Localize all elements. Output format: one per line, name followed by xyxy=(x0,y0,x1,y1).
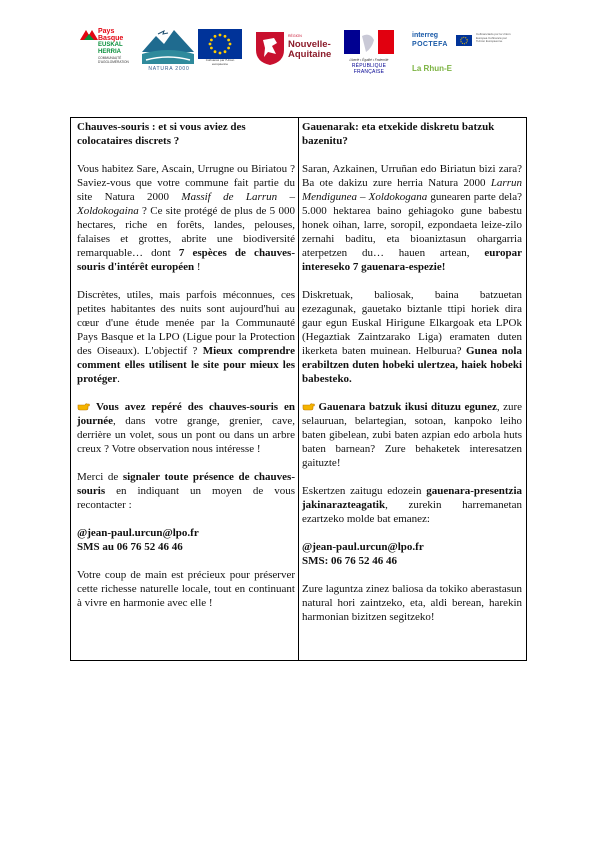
eu-caption: Cofinancé par l'Union européenne xyxy=(205,58,235,66)
eu-paragraph-1 xyxy=(302,162,522,274)
fr-p4-text: Merci de xyxy=(77,471,123,483)
eu-species-count: europar intereseko 7 gauenara-espezie! xyxy=(302,247,522,273)
fr-p1-text: Vous habitez Sare, Ascain, Urrugne ou Biriatou ? Saviez-vous que votre commune fait partie du site Natura 2000 xyxy=(77,163,295,203)
fr-p3-text: , dans votre grange, grenier, cave, derrière un volet, sous un pont ou dans un arbre creux ? Votre observation nous intéresse ! xyxy=(77,415,295,455)
natura-label: NATURA 2000 xyxy=(148,66,190,72)
fr-site-name: Massif de Larrun – Xoldokogaina xyxy=(77,191,295,217)
pointing-hand-icon xyxy=(302,401,315,411)
fr-contact xyxy=(77,526,295,554)
eu-flag-logo xyxy=(198,29,242,67)
bilingual-table xyxy=(70,117,527,661)
fr-spotted: Vous avez repéré des chauves-souris en journée xyxy=(77,401,295,427)
pb-sub: COMMUNAUTÉ D'AGGLOMÉRATION xyxy=(98,56,129,64)
eu-email[interactable]: @jean-paul.urcun@lpo.fr xyxy=(302,541,424,553)
eu-p3-text: , zure selauruan, belartegian, sotoan, kanpoko leiho baten gibelean, zubi baten azpian edo arbola huts baten barnean? Zure behaketek interesatzen gaituzte! xyxy=(302,401,523,469)
interreg-fund: Cofinanciado por la Unión Europea Cofinancé par l'Union Européenne xyxy=(476,32,511,44)
eu-p1-text: Saran, Azkainen, Urruñan edo Biriatun bizi zara? Ba ote dakizu zure herria Natura 2000 xyxy=(302,163,522,189)
fr-species-count: 7 espèces de chauves-souris d'intérêt européen xyxy=(77,247,295,273)
fr-paragraph-5: Votre coup de main est précieux pour préserver cette richesse naturelle locale, tout en continuant à vivre en harmonie avec elle ! xyxy=(77,569,295,609)
eu-paragraph-3 xyxy=(302,400,522,470)
fr-title: Chauves-souris : et si vous aviez des colocataires discrets ? xyxy=(77,121,246,147)
na-sup: RÉGION xyxy=(288,34,302,38)
pays-basque-mark-icon xyxy=(80,30,98,40)
pb-line2: Basque xyxy=(98,35,124,42)
fr-p2-end: . xyxy=(117,373,120,385)
basque-column xyxy=(302,120,522,638)
fr-p4-text-2: en indiquant un moyen de vous recontacter : xyxy=(77,485,295,511)
eu-site-name: Larrun Mendigunea – Xoldokogana xyxy=(302,177,522,203)
na-line2: Aquitaine xyxy=(288,49,332,60)
eu-flag-icon xyxy=(198,29,242,59)
eu-report: gauenara-presentzia jakinarazteagatik xyxy=(302,485,522,511)
interreg-eu-flag-icon xyxy=(456,35,472,46)
na-line1: Nouvelle- xyxy=(288,39,331,50)
pb-line1: Pays xyxy=(98,28,115,35)
interreg-logo xyxy=(408,30,520,76)
eu-paragraph-4 xyxy=(302,484,522,526)
eu-title: Gauenarak: eta etxekide diskretu batzuk bazenitu? xyxy=(302,121,495,147)
nouvelle-aquitaine-logo xyxy=(254,28,330,68)
fr-report: signaler toute présence de chauves-souris xyxy=(77,471,295,497)
fr-p1-end: ! xyxy=(194,261,201,273)
nouvelle-aquitaine-lion-icon xyxy=(254,30,286,66)
fr-sms: SMS au 06 76 52 46 46 xyxy=(77,541,183,553)
eu-p1-text-2: gunearen parte dela? 5.000 hektarea baino gehiagoko gune babestu honek oihan, larre, soropil, ezpondaeta leize-zilo zernahi baditu, eta bioaniztasun ohargarria aterpetzen du… hauen artean, xyxy=(302,191,522,259)
eu-paragraph-5: Zure laguntza zinez baliosa da tokiko aberastasun natural hori zaintzeko, eta, aldi berean, harekin harmonian bizitzen segitzeko! xyxy=(302,583,522,623)
eu-sms: SMS: 06 76 52 46 46 xyxy=(302,555,398,567)
republique-francaise-logo xyxy=(336,28,402,75)
marianne-icon xyxy=(336,28,402,58)
pb-line3: EUSKAL xyxy=(98,42,123,48)
interreg-line2: POCTEFA xyxy=(412,41,448,48)
eu-paragraph-2 xyxy=(302,288,522,386)
fr-objective: Mieux comprendre comment elles utilisent le site pour mieux les protéger xyxy=(77,345,295,385)
logo-bar xyxy=(0,14,595,74)
pays-basque-logo xyxy=(80,24,138,74)
eu-p2-text: Diskretuak, baliosak, baina batzuetan ezezagunak, gauetako biztanle ttipi horiek dira gaur egun Euskal Hirigune Elkargoak eta LPOk (Hegaztiak Zaintzarako Liga) eramaten duten ikerketa baten muinean. Helburua? xyxy=(302,289,522,357)
natura-2000-logo xyxy=(140,24,196,76)
fr-paragraph-2 xyxy=(77,288,295,386)
french-column xyxy=(77,120,295,624)
pointing-hand-icon xyxy=(77,401,90,411)
eu-p4-text: Eskertzen zaitugu edozein xyxy=(302,485,427,497)
fr-paragraph-4 xyxy=(77,470,295,512)
natura-landscape-icon xyxy=(140,24,196,66)
fr-p2-text: Discrètes, utiles, mais parfois méconnues, ces petites habitantes des nuits sont aujourd'hui au cœur d'une étude menée par la Communauté Pays Basque et la LPO (Ligue pour la Protection des Oiseaux). L'objectif ? xyxy=(77,289,295,357)
eu-spotted: Gauenara batzuk ikusi dituzu egunez xyxy=(318,401,497,413)
interreg-line1: interreg xyxy=(412,32,439,39)
fr-paragraph-1 xyxy=(77,162,295,274)
eu-p4-text-2: , zurekin harremanetan ezartzeko molde bat emanez: xyxy=(302,499,522,525)
eu-objective: Gunea nola erabiltzen duten hobeki ulertzea, haiek hobeki babesteko. xyxy=(302,345,522,385)
fr-email[interactable]: @jean-paul.urcun@lpo.fr xyxy=(77,527,199,539)
eu-contact xyxy=(302,540,522,568)
interreg-project: La Rhun-E xyxy=(412,64,452,73)
fr-paragraph-3 xyxy=(77,400,295,456)
column-divider xyxy=(298,118,299,660)
rf-name: RÉPUBLIQUE FRANÇAISE xyxy=(351,63,387,75)
pb-line4: HERRIA xyxy=(98,49,122,55)
fr-p1-text-2: ? Ce site protégé de plus de 5 000 hectares, riche en forêts, landes, pelouses, falaises et grottes, abrite une biodiversité remarquable… dont xyxy=(77,205,295,259)
rf-devise: Liberté • Égalité • Fraternité xyxy=(349,58,389,62)
